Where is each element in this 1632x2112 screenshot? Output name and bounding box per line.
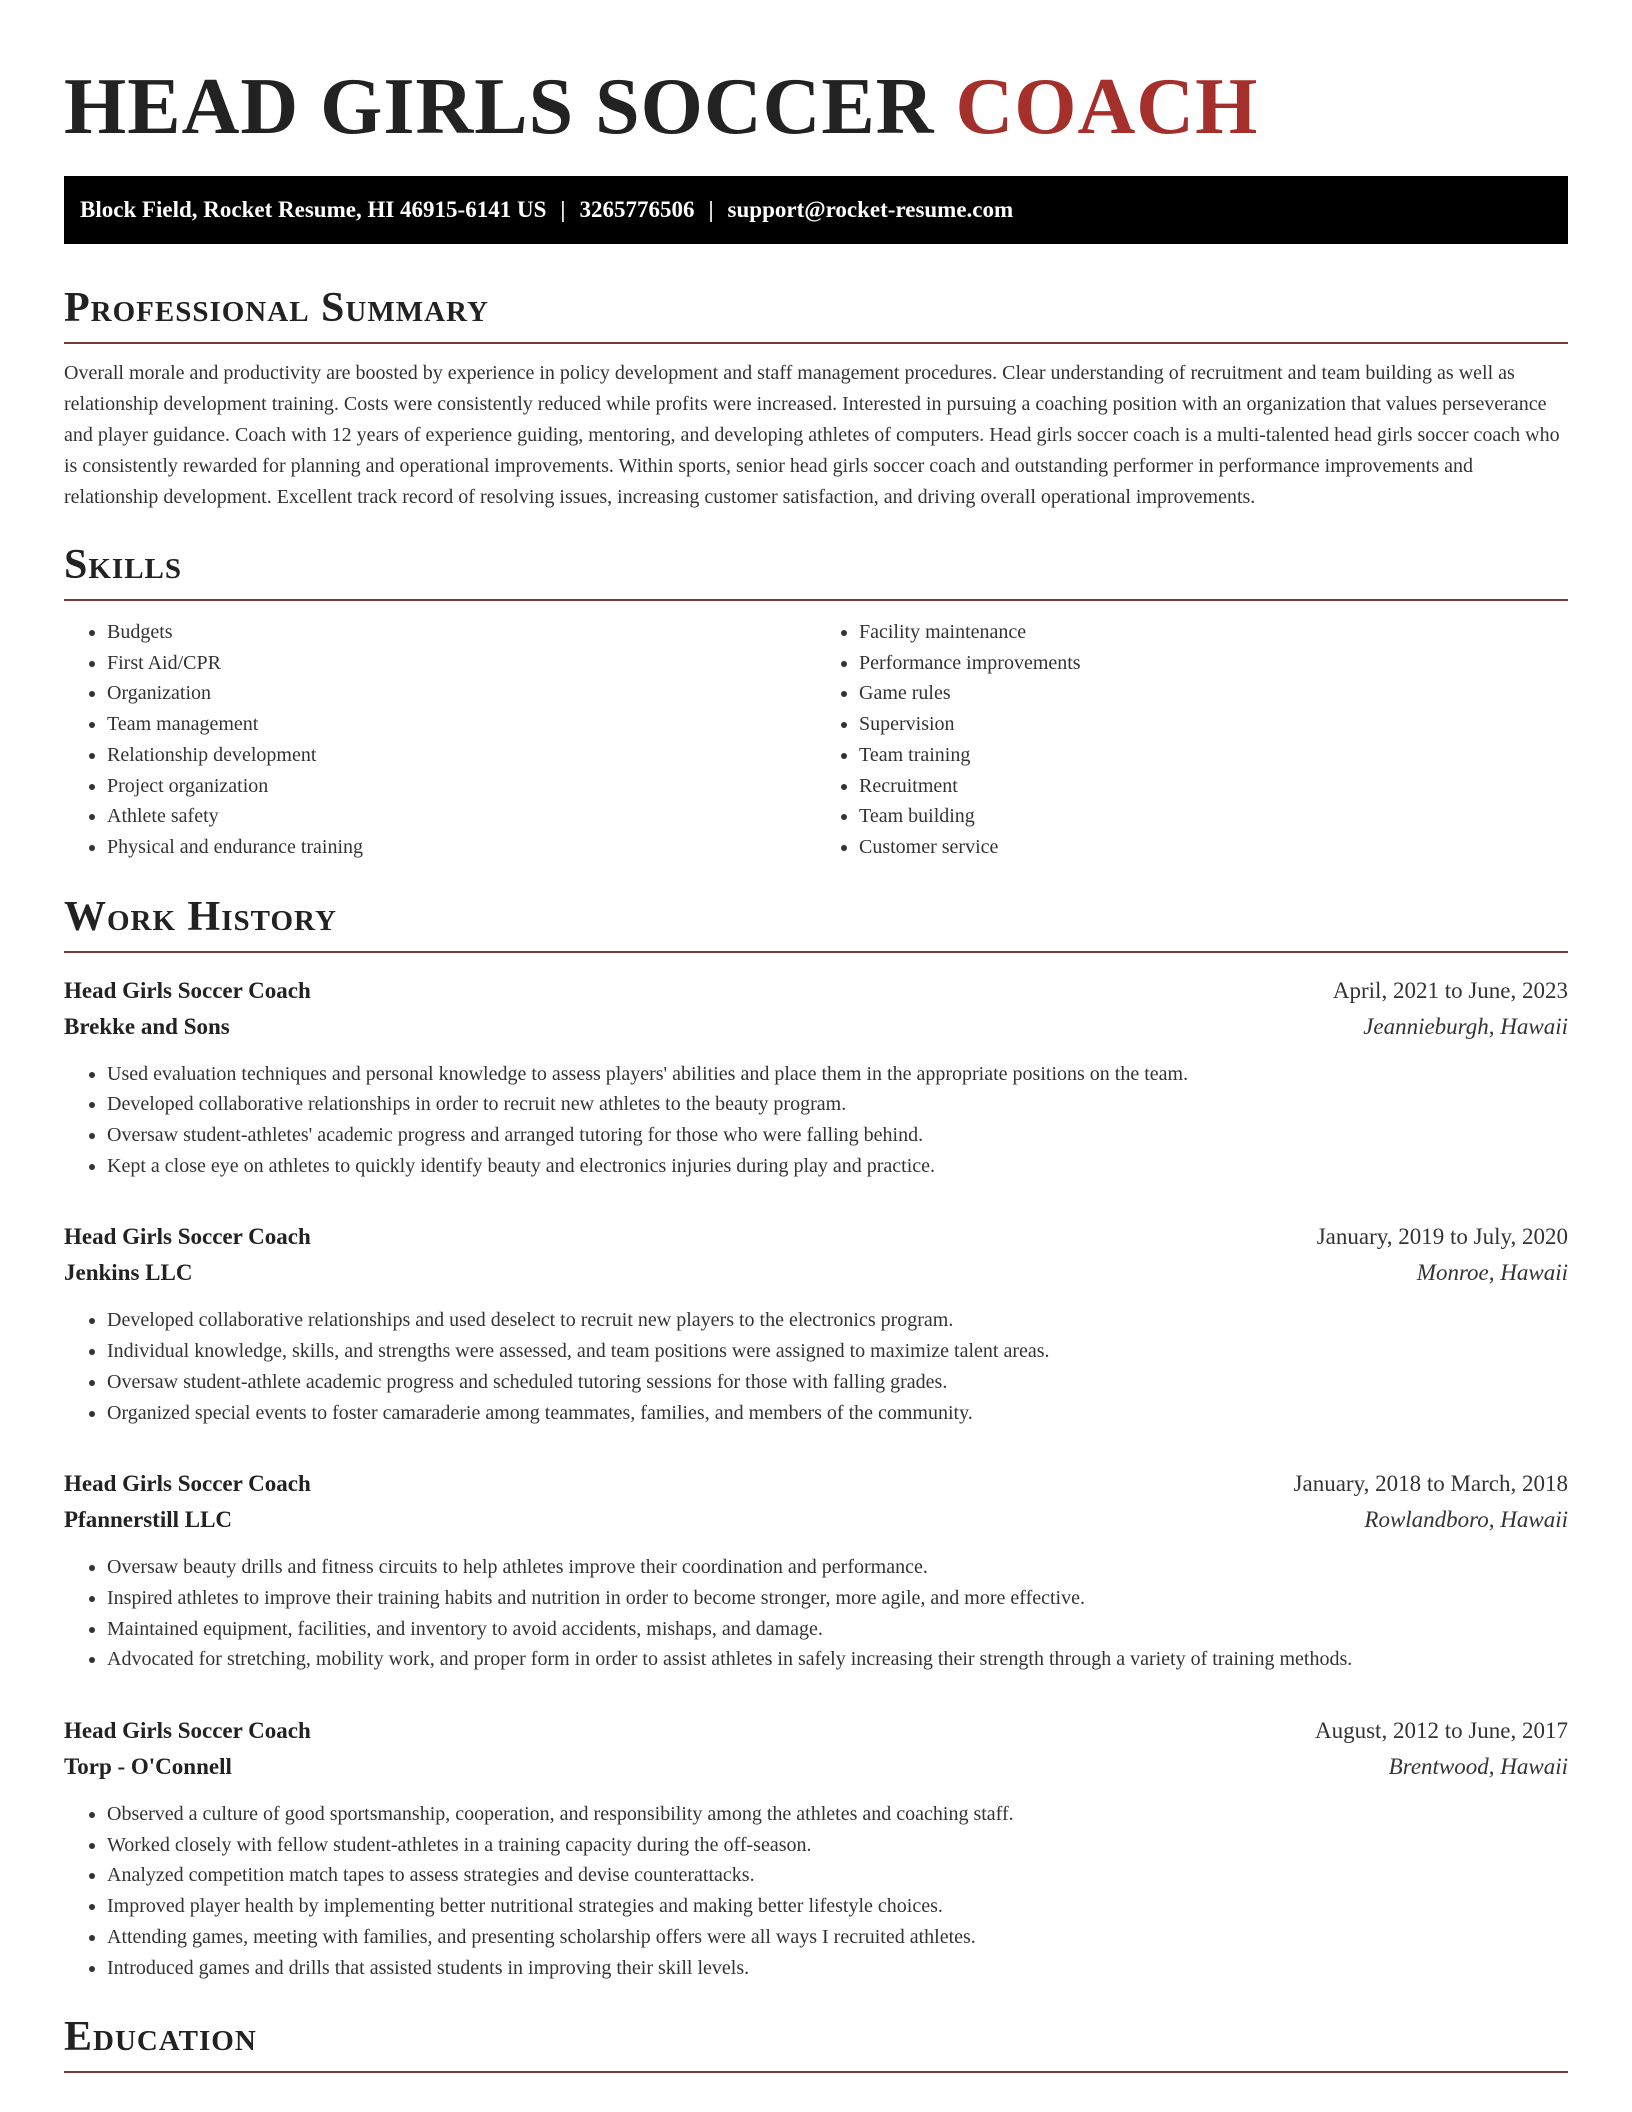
job-dates: April, 2021 to June, 2023: [1332, 977, 1568, 1003]
resume-name: [64, 0, 1568, 152]
skills-column-right: [816, 617, 1568, 863]
job-company: Torp - O'Connell: [64, 1754, 232, 1780]
duty-item: • Maintained equipment, facilities, and inventory to avoid accidents, mishaps, and damage.: [107, 1614, 1568, 1645]
skill-item: • Customer service: [859, 832, 1568, 863]
skills-heading: Skills: [64, 541, 1568, 601]
skill-item: • Project organization: [107, 771, 816, 802]
name-main: HEAD GIRLS SOCCER: [64, 63, 935, 151]
duty-item: • Inspired athletes to improve their training habits and nutrition in order to become stronger, more agile, and more effective.: [107, 1583, 1568, 1614]
name-accent: COACH: [955, 63, 1259, 151]
skill-item: • Performance improvements: [859, 648, 1568, 679]
skills-column-left: [64, 617, 816, 863]
duty-item: • Analyzed competition match tapes to assess strategies and devise counterattacks.: [107, 1860, 1568, 1891]
duty-item: • Developed collaborative relationships in order to recruit new athletes to the beauty program.: [107, 1089, 1568, 1120]
skill-item: • Relationship development: [107, 740, 816, 771]
job-company-row: [64, 1009, 1568, 1045]
job-header-row: [64, 1219, 1568, 1255]
education-section: [64, 2013, 1568, 2073]
job-entry: [64, 1466, 1568, 1675]
skill-item: • Recruitment: [859, 771, 1568, 802]
job-dates: January, 2018 to March, 2018: [1293, 1471, 1568, 1497]
duty-item: • Introduced games and drills that assisted students in improving their skill levels.: [107, 1953, 1568, 1984]
duty-item: • Observed a culture of good sportsmanship, cooperation, and responsibility among the athletes and coaching staff.: [107, 1799, 1568, 1830]
job-company-row: [64, 1749, 1568, 1785]
duty-item: • Oversaw student-athletes' academic progress and arranged tutoring for those who were falling behind.: [107, 1120, 1568, 1151]
work-history-heading: Work History: [64, 893, 1568, 953]
skill-item: • Team training: [859, 740, 1568, 771]
skill-item: • Team building: [859, 801, 1568, 832]
skill-item: • First Aid/CPR: [107, 648, 816, 679]
skill-item: • Supervision: [859, 709, 1568, 740]
job-entry: [64, 1713, 1568, 1983]
job-location: Jeannieburgh, Hawaii: [1363, 1013, 1568, 1039]
summary-text: Overall morale and productivity are boosted by experience in policy development and staff management procedures. Clear understanding of recruitment and team building as well as relationship development training. Costs were consistently reduced while profits were increased. Interested in pursuing a coaching position with an organization that values perseverance and player guidance. Coach with 12 years of experience guiding, mentoring, and developing athletes of computers. Head girls soccer coach is a multi-talented head girls soccer coach who is consistently rewarded for planning and operational improvements. Within sports, senior head girls soccer coach and outstanding performer in performance improvements and relationship development. Excellent track record of resolving issues, increasing customer satisfaction, and driving overall operational improvements.: [64, 362, 1560, 508]
duty-item: • Individual knowledge, skills, and strengths were assessed, and team positions were assigned to maximize talent areas.: [107, 1336, 1568, 1367]
job-location: Monroe, Hawaii: [1416, 1260, 1568, 1286]
job-title: Head Girls Soccer Coach: [64, 977, 311, 1003]
duty-item: • Used evaluation techniques and personal knowledge to assess players' abilities and place them in the appropriate positions on the team.: [107, 1059, 1568, 1090]
summary-heading: Professional Summary: [64, 284, 1568, 344]
job-title: Head Girls Soccer Coach: [64, 1718, 311, 1744]
job-entry: [64, 1219, 1568, 1428]
job-entry: [64, 973, 1568, 1182]
work-history-section: [64, 893, 1568, 1984]
job-company-row: [64, 1255, 1568, 1291]
job-duties: [64, 1799, 1568, 1983]
job-company: Brekke and Sons: [64, 1013, 230, 1039]
job-duties: [64, 1059, 1568, 1182]
skill-item: • Budgets: [107, 617, 816, 648]
skill-item: • Athlete safety: [107, 801, 816, 832]
job-title: Head Girls Soccer Coach: [64, 1471, 311, 1497]
skill-item: • Team management: [107, 709, 816, 740]
job-location: Rowlandboro, Hawaii: [1364, 1507, 1568, 1533]
contact-separator: |: [708, 197, 714, 222]
job-title: Head Girls Soccer Coach: [64, 1224, 311, 1250]
duty-item: • Developed collaborative relationships and used deselect to recruit new players to the electronics program.: [107, 1305, 1568, 1336]
job-duties: [64, 1552, 1568, 1675]
duty-item: • Oversaw student-athlete academic progress and scheduled tutoring sessions for those with falling grades.: [107, 1367, 1568, 1398]
contact-separator: |: [560, 197, 566, 222]
job-header-row: [64, 973, 1568, 1009]
job-dates: January, 2019 to July, 2020: [1316, 1224, 1568, 1250]
job-duties: [64, 1305, 1568, 1428]
duty-item: • Attending games, meeting with families, and presenting scholarship offers were all ways I recruited athletes.: [107, 1922, 1568, 1953]
skill-item: • Organization: [107, 678, 816, 709]
contact-bar: [64, 176, 1568, 244]
job-company: Jenkins LLC: [64, 1260, 193, 1286]
job-location: Brentwood, Hawaii: [1388, 1754, 1568, 1780]
education-heading: Education: [64, 2013, 1568, 2073]
duty-item: • Oversaw beauty drills and fitness circuits to help athletes improve their coordination and performance.: [107, 1552, 1568, 1583]
contact-phone: 3265776506: [579, 197, 695, 222]
skill-item: • Facility maintenance: [859, 617, 1568, 648]
duty-item: • Advocated for stretching, mobility work, and proper form in order to assist athletes in safely increasing their strength through a variety of training methods.: [107, 1644, 1568, 1675]
job-company: Pfannerstill LLC: [64, 1507, 233, 1533]
job-company-row: [64, 1502, 1568, 1538]
contact-email[interactable]: support@rocket-resume.com: [727, 197, 1014, 222]
contact-address: Block Field, Rocket Resume, HI 46915-6141 US: [80, 197, 547, 222]
job-header-row: [64, 1466, 1568, 1502]
skills-section: [64, 541, 1568, 863]
duty-item: • Worked closely with fellow student-athletes in a training capacity during the off-season.: [107, 1830, 1568, 1861]
job-dates: August, 2012 to June, 2017: [1315, 1718, 1568, 1744]
skill-item: • Game rules: [859, 678, 1568, 709]
job-header-row: [64, 1713, 1568, 1749]
summary-section: [64, 284, 1568, 513]
duty-item: • Organized special events to foster camaraderie among teammates, families, and members of the community.: [107, 1398, 1568, 1429]
skill-item: • Physical and endurance training: [107, 832, 816, 863]
duty-item: • Kept a close eye on athletes to quickly identify beauty and electronics injuries during play and practice.: [107, 1151, 1568, 1182]
duty-item: • Improved player health by implementing better nutritional strategies and making better lifestyle choices.: [107, 1891, 1568, 1922]
skills-grid: [64, 617, 1568, 863]
